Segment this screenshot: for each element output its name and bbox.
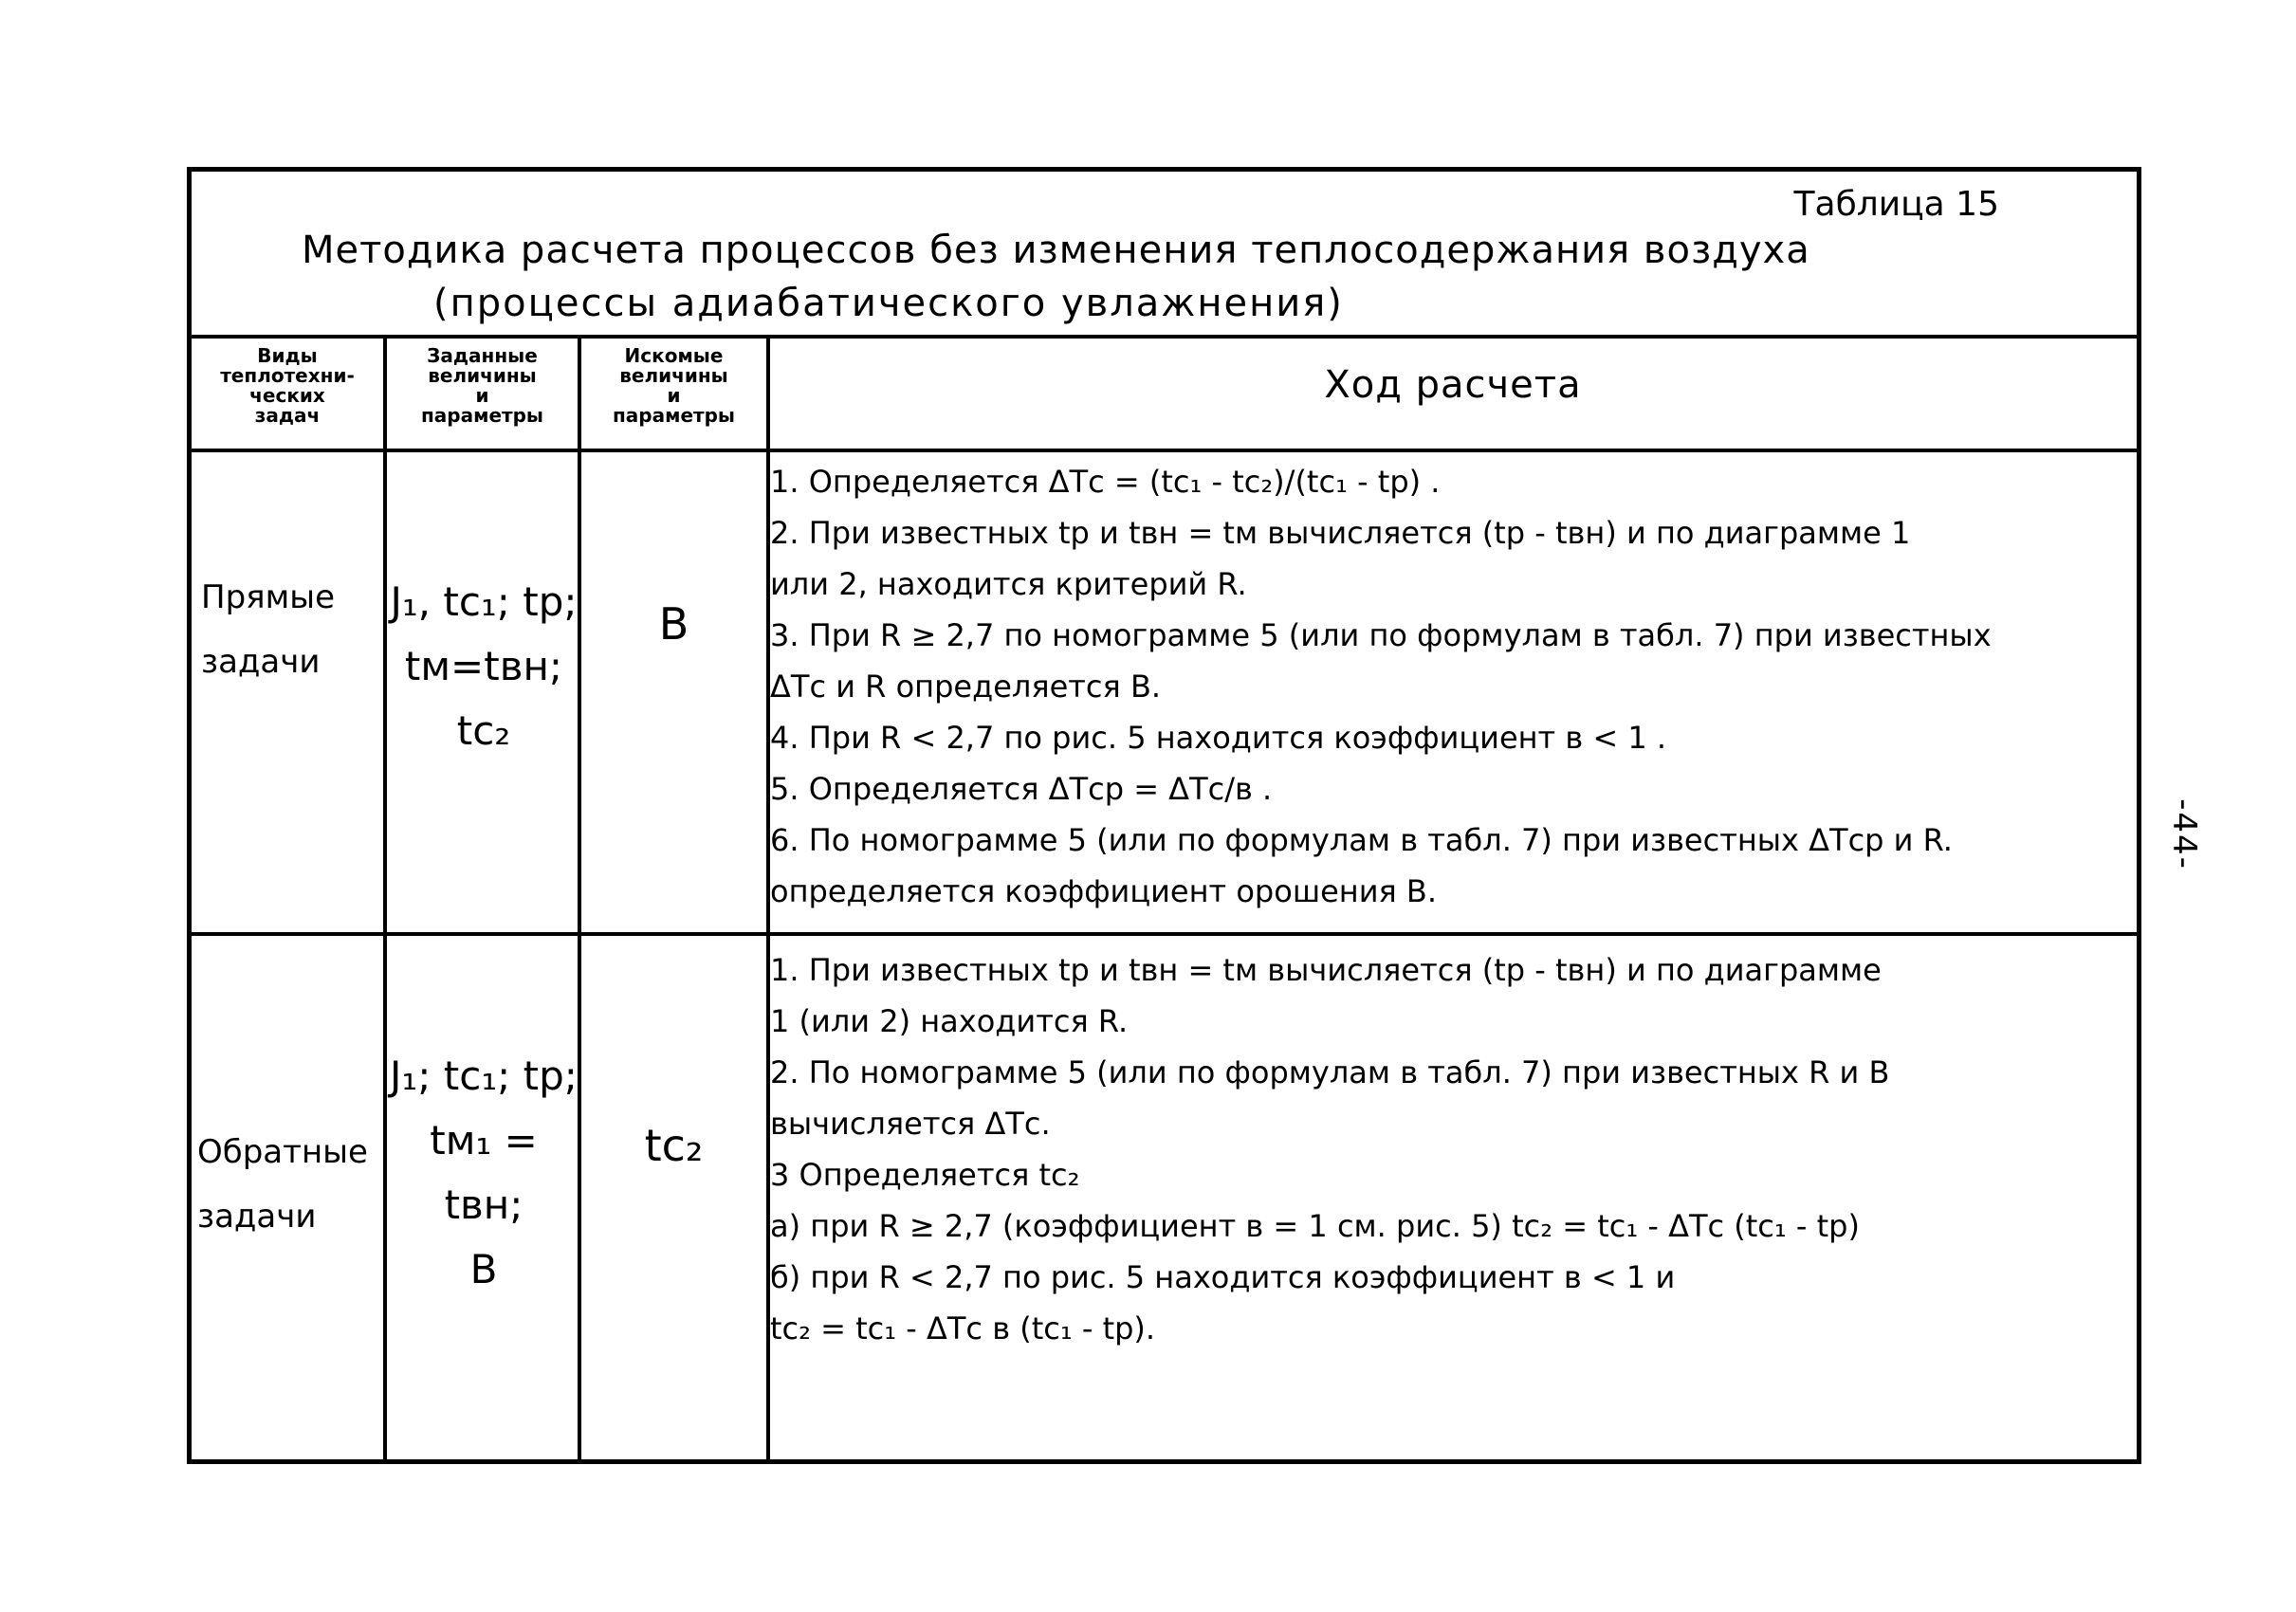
row-direct-unknown: В — [658, 598, 689, 650]
table-subtitle: (процессы адиабатического увлажнения) — [433, 282, 1344, 325]
header-col-given: Заданные величины и параметры — [420, 344, 544, 427]
divider-rows — [192, 932, 2137, 936]
header-col-procedure: Ход расчета — [1324, 363, 1582, 407]
table-label: Таблица 15 — [1793, 185, 1999, 224]
table-frame — [187, 167, 2141, 1464]
row-inverse-given: J₁; tc₁; tр; tм₁ = tвн; В — [390, 1053, 578, 1292]
col-divider-1 — [383, 335, 387, 1459]
divider-header — [192, 449, 2137, 452]
header-col-task-types: Виды теплотехни- ческих задач — [220, 344, 355, 427]
row-direct-steps: 1. Определяется ΔТс = (tс₁ - tс₂)/(tс₁ - tр) . 2. При известных tр и tвн = tм вычисляется (tр - tвн) и по диаграмме 1 или 2, находится критерий R. 3. При R ≥ 2,7 по номограмме 5 (или по формулам в табл. 7) при известных ΔТс и R определяется В. 4. При R < 2,7 по рис. 5 находится коэффициент в < 1 . 5. Определяется ΔТср = ΔТс/в . 6. По номограмме 5 (или по формулам в табл. 7) при известных ΔТср и R. определяется коэффициент орошения В. — [770, 464, 1992, 909]
page-number: -44- — [2164, 798, 2203, 870]
divider-title — [192, 335, 2137, 339]
row-direct-given: J₁, tc₁; tр; tм=tвн; tc₂ — [390, 578, 578, 754]
row-inverse-steps: 1. При известных tр и tвн = tм вычисляется (tр - tвн) и по диаграмме 1 (или 2) находится R. 2. По номограмме 5 (или по формулам в табл. 7) при известных R и В вычисляется ΔТс. 3 Определяется tc₂ а) при R ≥ 2,7 (коэффициент в = 1 см. рис. 5) tc₂ = tc₁ - ΔТс (tc₁ - tр) б) при R < 2,7 по рис. 5 находится коэффициент в < 1 и tc₂ = tc₁ - ΔТс в (tc₁ - tр). — [770, 952, 1890, 1346]
header-col-unknown: Искомые величины и параметры — [612, 344, 736, 427]
row-inverse-unknown: tc₂ — [644, 1120, 704, 1171]
row-direct-label: Прямые задачи — [201, 578, 336, 681]
row-inverse-label: Обратные задачи — [197, 1133, 368, 1236]
table-title: Методика расчета процессов без изменения теплосодержания воздуха — [302, 229, 1810, 272]
